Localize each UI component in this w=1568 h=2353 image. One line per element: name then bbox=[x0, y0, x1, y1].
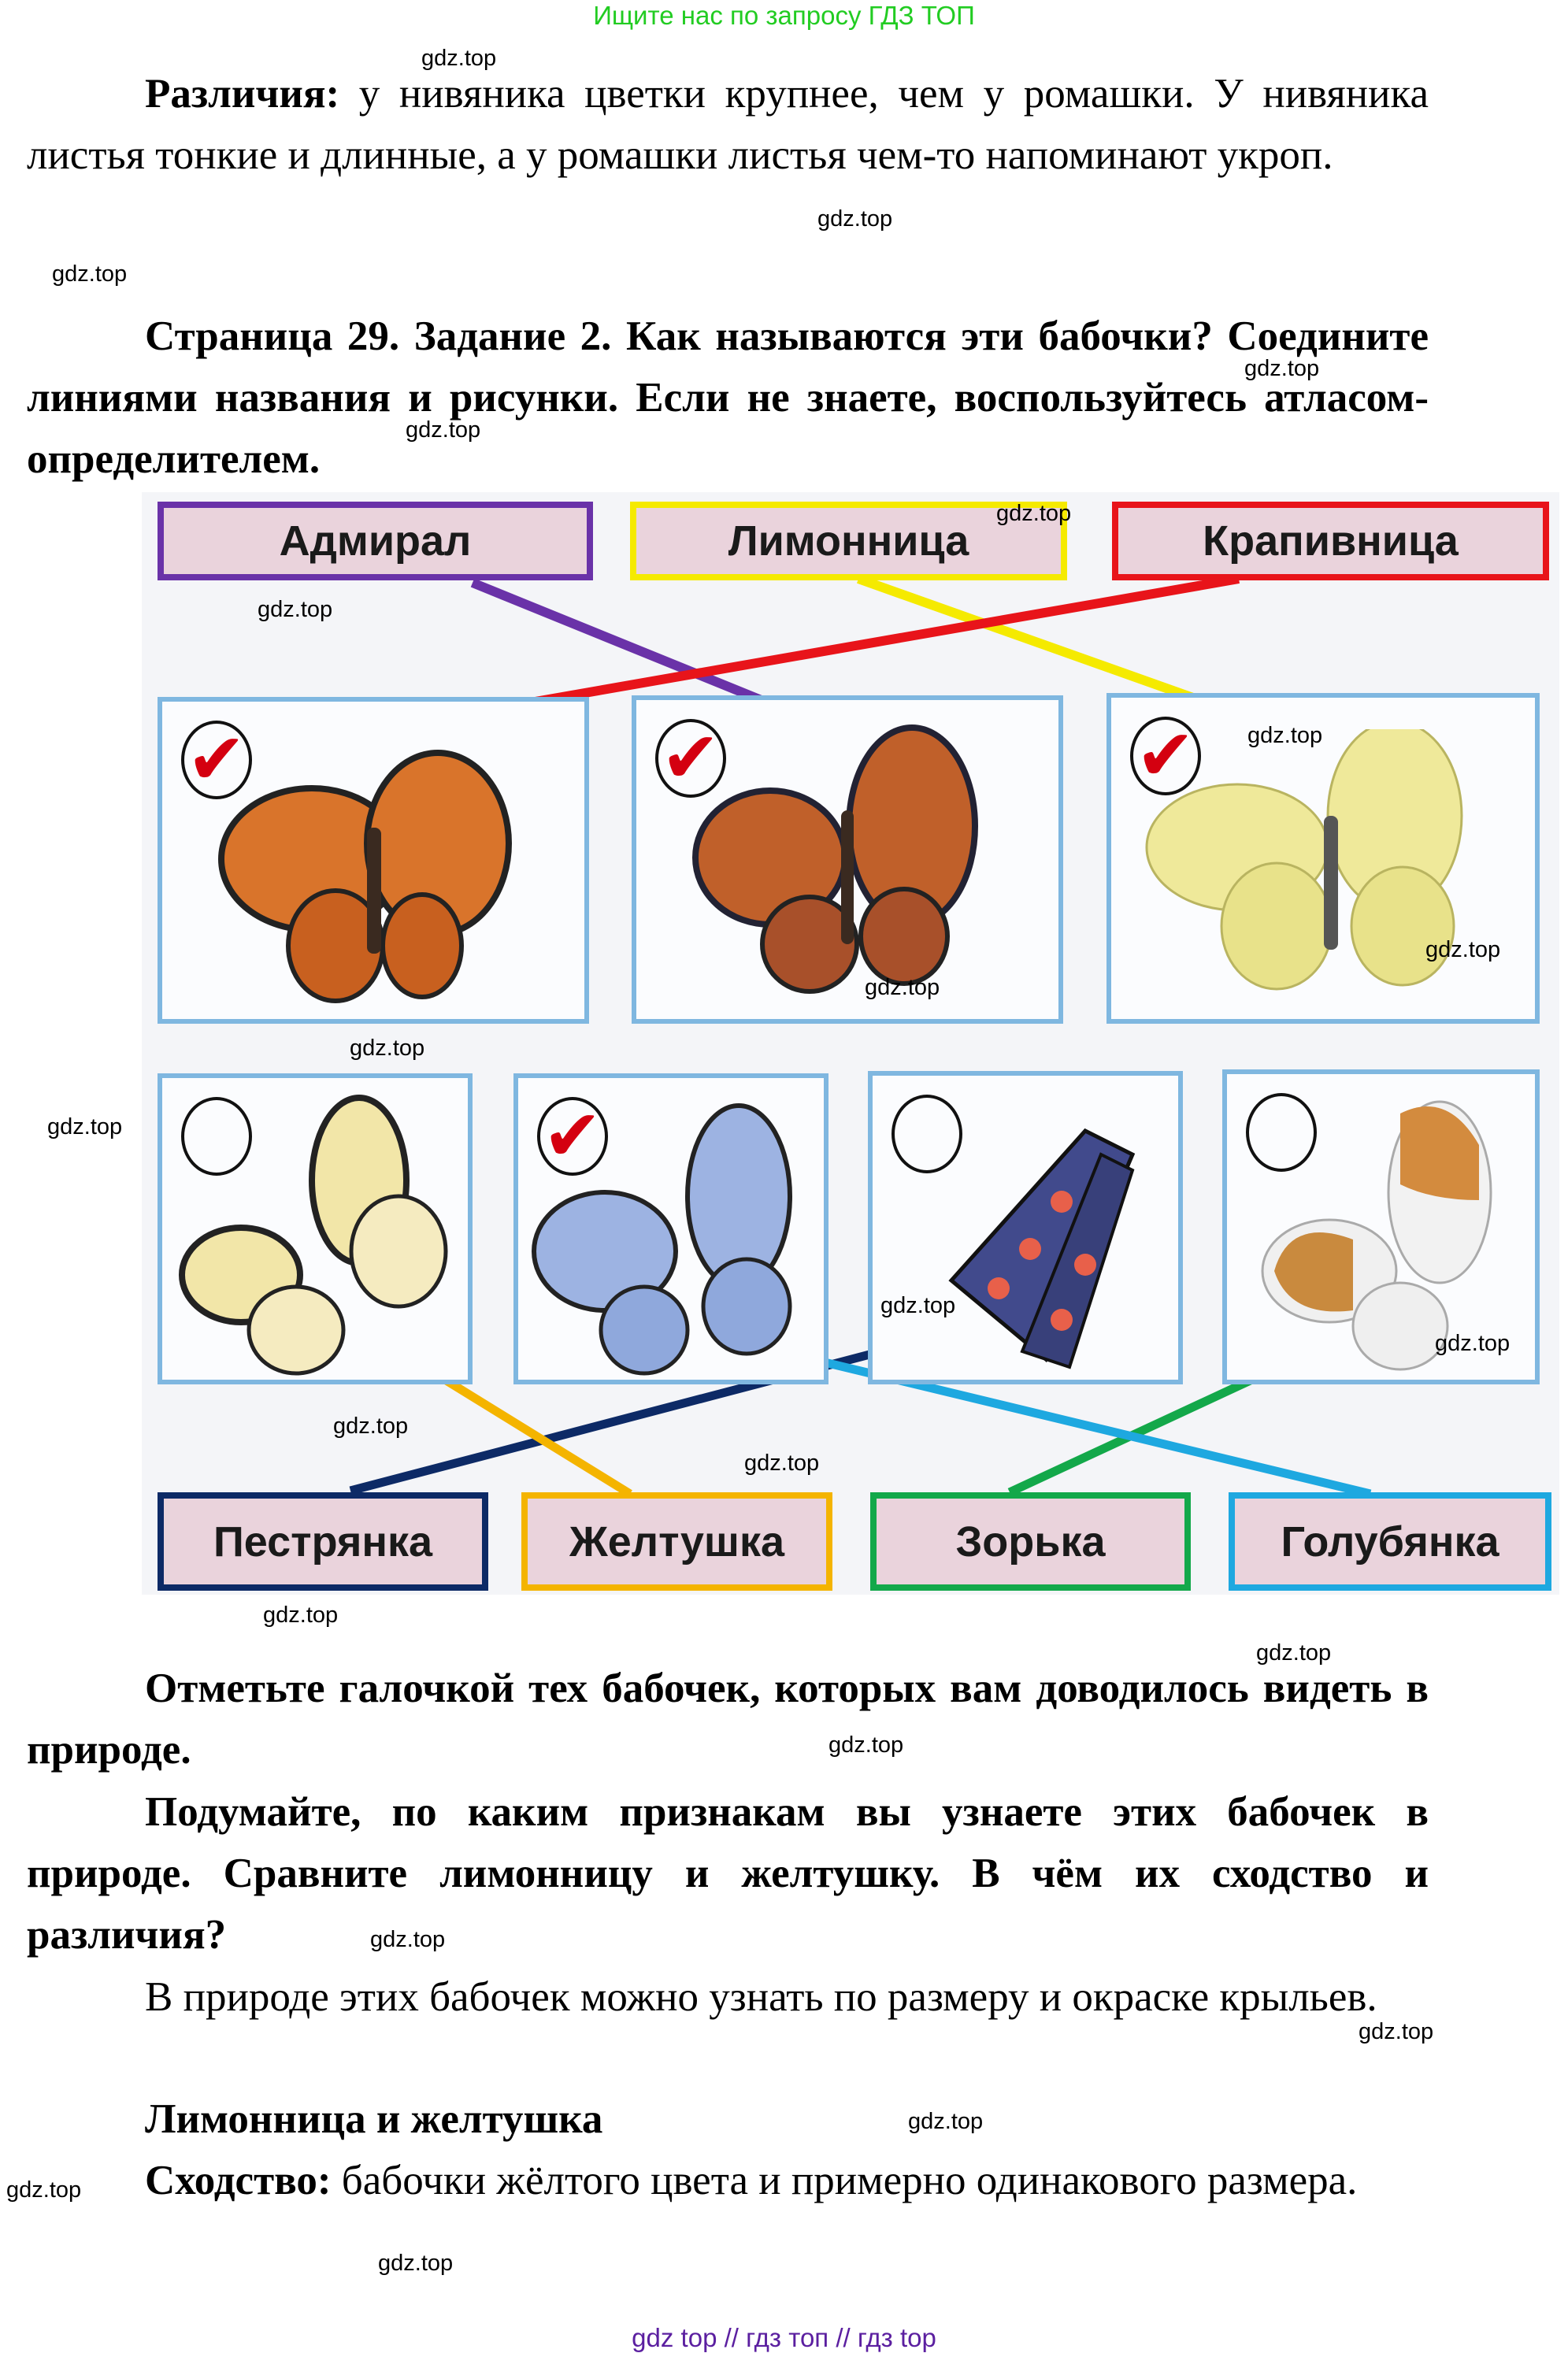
card-zheltushka bbox=[158, 1073, 473, 1384]
watermark: gdz.top bbox=[1247, 723, 1323, 748]
butterfly-matching-figure bbox=[142, 492, 1559, 1595]
card-limonnitsa bbox=[1106, 693, 1540, 1024]
subheading bbox=[27, 2088, 1429, 2150]
intro-label: Различия: bbox=[145, 71, 340, 117]
watermark: gdz.top bbox=[996, 501, 1072, 526]
footer-links[interactable]: gdz top // гдз топ // гдз top bbox=[632, 2323, 936, 2352]
card-golubyanka bbox=[513, 1073, 828, 1384]
label-zorka: Зорька bbox=[870, 1492, 1191, 1591]
mark-task-text: Отметьте галочкой тех бабочек, которых вам доводилось видеть в природе. bbox=[27, 1666, 1429, 1773]
similarity-label: Сходство: bbox=[145, 2158, 332, 2203]
watermark: gdz.top bbox=[880, 1293, 956, 1318]
butterfly-icon bbox=[1143, 729, 1521, 1013]
mark-task-paragraph bbox=[27, 1658, 1429, 1780]
subheading-text: Лимонница и желтушка bbox=[145, 2096, 603, 2142]
search-banner[interactable]: Ищите нас по запросу ГДЗ ТОП bbox=[593, 1, 975, 30]
similarity-text: бабочки жёлтого цвета и примерно одинакового размера. bbox=[331, 2158, 1358, 2203]
think-task-paragraph bbox=[27, 1781, 1429, 1966]
watermark: gdz.top bbox=[421, 46, 497, 71]
watermark: gdz.top bbox=[47, 1114, 123, 1139]
line-limonnitsa bbox=[858, 579, 1213, 705]
think-task-text: Подумайте, по каким признакам вы узнаете этих бабочек в природе. Сравните лимонницу и желтушку. В чём их сходство и различия? bbox=[27, 1789, 1429, 1958]
intro-paragraph bbox=[27, 63, 1429, 186]
watermark: gdz.top bbox=[1359, 2019, 1434, 2044]
watermark: gdz.top bbox=[817, 206, 893, 232]
watermark: gdz.top bbox=[350, 1036, 425, 1061]
label-krapivnitsa: Крапивница bbox=[1112, 502, 1549, 580]
line-krapivnitsa bbox=[526, 579, 1239, 703]
watermark: gdz.top bbox=[333, 1414, 409, 1439]
butterfly-icon bbox=[526, 1094, 825, 1377]
intro-text: у нивяника цветки крупнее, чем у ромашки. У нивяника листья тонкие и длинные, а у ромашки листья чем-то напоминают укроп. bbox=[27, 71, 1429, 178]
butterfly-icon bbox=[684, 724, 1014, 1007]
label-zheltushka: Желтушка bbox=[521, 1492, 832, 1591]
answer-text: В природе этих бабочек можно узнать по размеру и окраске крыльев. bbox=[145, 1974, 1377, 2020]
watermark: gdz.top bbox=[378, 2251, 454, 2276]
moth-icon bbox=[904, 1107, 1172, 1375]
butterfly-icon bbox=[209, 749, 540, 1009]
card-krapivnitsa bbox=[158, 697, 589, 1024]
answer-paragraph bbox=[27, 1966, 1429, 2028]
watermark: gdz.top bbox=[370, 1927, 446, 1952]
checkbox-checked[interactable]: ✔ bbox=[181, 721, 252, 799]
label-admiral: Адмирал bbox=[158, 502, 593, 580]
similarity-paragraph bbox=[27, 2150, 1429, 2211]
task-paragraph bbox=[27, 306, 1429, 490]
watermark: gdz.top bbox=[908, 2109, 984, 2134]
watermark: gdz.top bbox=[828, 1732, 904, 1758]
watermark: gdz.top bbox=[6, 2177, 82, 2203]
label-limonnitsa: Лимонница bbox=[630, 502, 1067, 580]
task-heading: Страница 29. Задание 2. bbox=[145, 313, 612, 359]
watermark: gdz.top bbox=[1244, 356, 1320, 381]
butterfly-icon bbox=[170, 1094, 469, 1377]
label-pestryanka: Пестрянка bbox=[158, 1492, 488, 1591]
checkbox-checked[interactable]: ✔ bbox=[655, 719, 726, 798]
task-text: Как называются эти бабочки? Соедините линиями названия и рисунки. Если не знаете, воспользуйтесь атласом-определителем. bbox=[27, 313, 1429, 482]
checkbox-checked[interactable]: ✔ bbox=[537, 1097, 608, 1176]
watermark: gdz.top bbox=[1425, 937, 1501, 962]
watermark: gdz.top bbox=[258, 597, 333, 622]
watermark: gdz.top bbox=[744, 1451, 820, 1476]
watermark: gdz.top bbox=[1435, 1331, 1511, 1356]
watermark: gdz.top bbox=[406, 417, 481, 443]
watermark: gdz.top bbox=[263, 1603, 339, 1628]
card-admiral bbox=[632, 695, 1063, 1024]
watermark: gdz.top bbox=[865, 975, 940, 1000]
checkbox-checked[interactable]: ✔ bbox=[1130, 717, 1201, 795]
watermark: gdz.top bbox=[52, 261, 128, 287]
card-pestryanka bbox=[868, 1071, 1183, 1384]
label-golubyanka: Голубянка bbox=[1229, 1492, 1551, 1591]
watermark: gdz.top bbox=[1256, 1640, 1332, 1666]
